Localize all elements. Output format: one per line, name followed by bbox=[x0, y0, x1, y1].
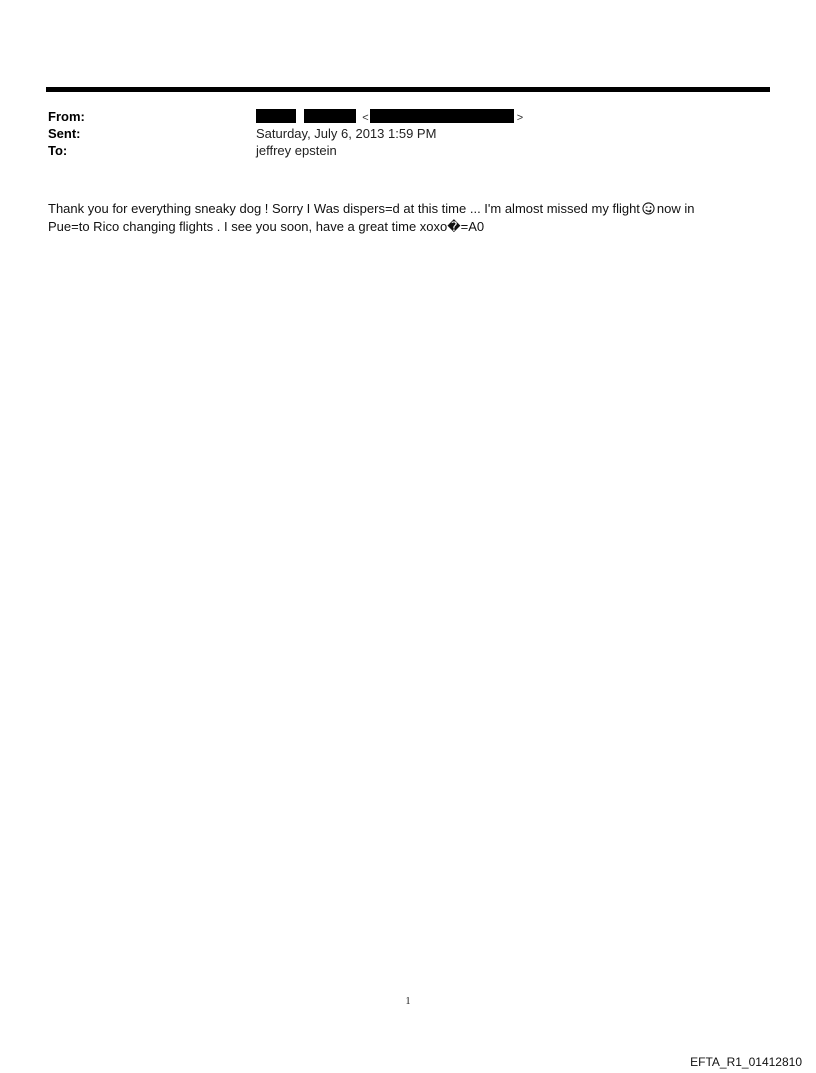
from-label: From: bbox=[48, 109, 85, 124]
sent-label: Sent: bbox=[48, 126, 81, 141]
redacted-first-name bbox=[256, 109, 296, 123]
body-line-1-text: Thank you for everything sneaky dog ! Sorry I Was dispers=d at this time ... I'm almost missed my flight bbox=[48, 201, 640, 216]
page-number: 1 bbox=[405, 996, 411, 1007]
to-value: jeffrey epstein bbox=[256, 143, 337, 158]
body-line-1-tail: now in bbox=[656, 201, 695, 216]
redacted-last-name bbox=[304, 109, 356, 123]
redacted-email-address bbox=[370, 109, 514, 123]
bates-number: EFTA_R1_01412810 bbox=[690, 1055, 802, 1069]
body-line-2: Pue=to Rico changing flights . I see you soon, have a great time xoxo�=A0 bbox=[48, 219, 485, 234]
header-divider-rule bbox=[46, 87, 770, 92]
winking-smiley-icon bbox=[642, 202, 655, 215]
body-line-1 bbox=[48, 200, 768, 218]
to-label: To: bbox=[48, 143, 68, 158]
email-close-bracket: > bbox=[516, 112, 524, 124]
sent-value: Saturday, July 6, 2013 1:59 PM bbox=[256, 126, 437, 141]
email-body bbox=[48, 200, 768, 236]
email-open-bracket: < bbox=[362, 112, 369, 124]
